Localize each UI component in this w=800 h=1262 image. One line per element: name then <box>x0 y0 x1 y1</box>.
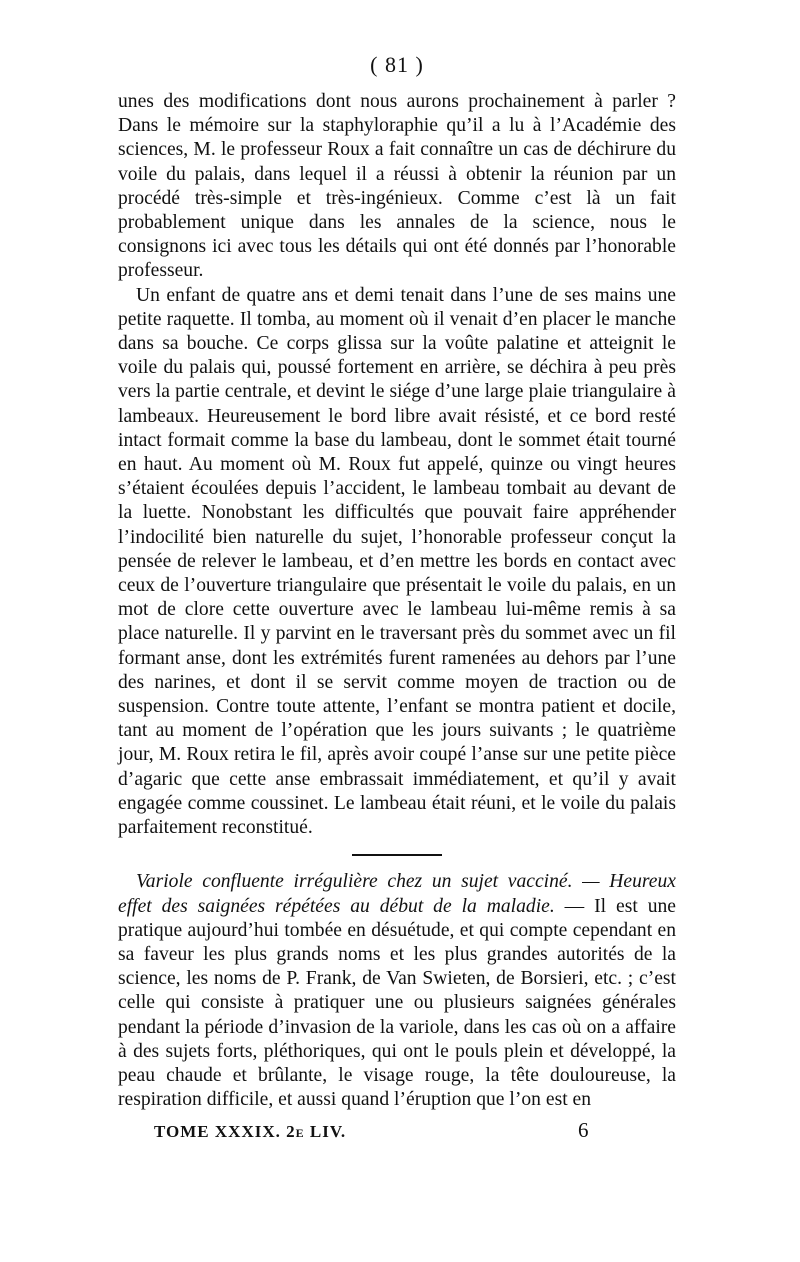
section-title: Variole confluente irrégulière chez un sujet vacciné. — Heureux effet des saignées répétées au début de la maladie. <box>118 871 676 917</box>
section-divider <box>352 854 442 856</box>
page-number: ( 81 ) <box>370 52 424 77</box>
paragraph-1: unes des modifications dont nous aurons prochainement à parler ? Dans le mémoire sur la staphyloraphie qu’il a lu à l’Académie des sciences, M. le professeur Roux a fait connaître un cas de déchirure du voile du palais, dans lequel il a réussi à obtenir la réunion par un procédé très-simple et très-ingénieux. Comme c’est là un fait probablement unique dans les annales de la science, nous le consignons ici avec tous les détails qui ont été donnés par l’honorable professeur. <box>118 91 676 282</box>
section-body: — Il est une pratique aujourd’hui tombée en désuétude, et qui compte cependant en sa faveur les plus grands noms et les plus grandes autorités de la science, les noms de P. Frank, de Van Swieten, de Borsieri, etc. ; c’est celle qui consiste à pratiquer une ou plusieurs saignées générales pendant la période d’invasion de la variole, dans les cas où on a affaire à des sujets forts, pléthoriques, qui ont le pouls plein et développé, la peau chaude et brûlante, le visage rouge, la tête douloureuse, la respiration difficile, et aussi quand l’éruption que l’on est en <box>118 895 676 1111</box>
paragraph-2: Un enfant de quatre ans et demi tenait dans l’une de ses mains une petite raquette. Il tomba, au moment où il venait d’en placer le manche dans sa bouche. Ce corps glissa sur la voûte palatine et atteignit le voile du palais qui, poussé fortement en arrière, se déchira à peu près vers la partie centrale, et devint le siége d’une large plaie triangulaire à lambeaux. Heureusement le bord libre avait résisté, et ce bord resté intact formait comme la base du lambeau, dont le sommet était tourné en haut. Au moment où M. Roux fut appelé, quinze ou vingt heures s’étaient écoulées depuis l’accident, le lambeau tombait au devant de la luette. Nonobstant les difficultés que pouvait faire appréhender l’indocilité bien naturelle du sujet, l’honorable professeur conçut la pensée de relever le lambeau, et d’en mettre les bords en contact avec ceux de l’ouverture triangulaire que présentait le voile du palais, en un mot de clore cette ouverture avec le lambeau lui-même remis à sa place naturelle. Il y parvint en le traversant près du sommet avec un fil formant anse, dont les extrémités furent ramenées au dehors par l’une des narines, et dont il se servit comme moyen de traction ou de suspension. Contre toute attente, l’enfant se montra patient et docile, tant au moment de l’opération que les jours suivants ; le quatrième jour, M. Roux retira le fil, après avoir coupé l’anse sur une petite pièce d’agaric que cette anse embrassait immédiatement, et qu’il y avait engagée comme coussinet. Le lambeau était réuni, et le voile du palais parfaitement reconstitué. <box>118 284 676 839</box>
section-paragraph <box>118 870 676 1112</box>
signature-mark: TOME XXXIX. 2e LIV. <box>154 1122 347 1141</box>
page-body <box>118 52 676 1112</box>
signature-number: 6 <box>578 1118 589 1142</box>
